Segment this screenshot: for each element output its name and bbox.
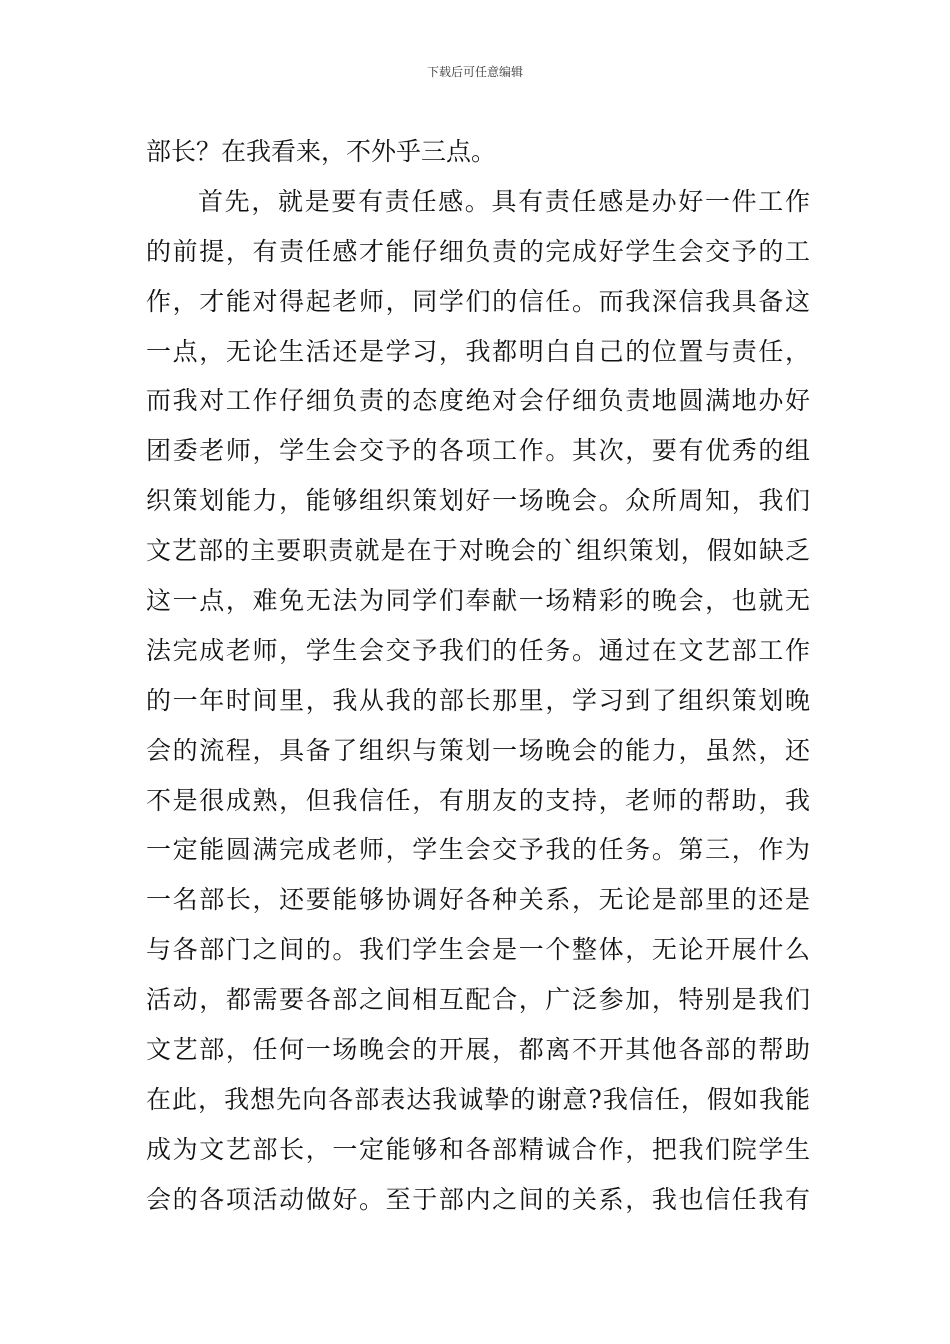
text-line: 成为文艺部长，一定能够和各部精诚合作，把我们院学生 bbox=[146, 1134, 810, 1164]
text-line: 活动，都需要各部之间相互配合，广泛参加，特别是我们 bbox=[146, 985, 810, 1015]
text-line: 一名部长，还要能够协调好各种关系，无论是部里的还是 bbox=[146, 885, 810, 915]
text-line: 这一点，难免无法为同学们奉献一场精彩的晚会，也就无 bbox=[146, 586, 810, 616]
page-header: 下载后可任意编辑 bbox=[426, 65, 523, 79]
text-line: 文艺部的主要职责就是在于对晚会的`组织策划，假如缺乏 bbox=[146, 536, 810, 566]
text-line: 部长？在我看来，不外乎三点。 bbox=[146, 137, 497, 166]
text-line: 在此，我想先向各部表达我诚挚的谢意?我信任，假如我能 bbox=[146, 1084, 810, 1114]
text-line: 织策划能力，能够组织策划好一场晚会。众所周知，我们 bbox=[146, 486, 810, 516]
text-line: 与各部门之间的。我们学生会是一个整体，无论开展什么 bbox=[146, 935, 810, 965]
text-line: 的前提，有责任感才能仔细负责的完成好学生会交予的工 bbox=[146, 236, 810, 266]
text-line: 文艺部，任何一场晚会的开展，都离不开其他各部的帮助 bbox=[146, 1035, 810, 1065]
text-line: 的一年时间里，我从我的部长那里，学习到了组织策划晚 bbox=[146, 685, 810, 715]
document-body bbox=[146, 127, 810, 1225]
text-line: 一点，无论生活还是学习，我都明白自己的位置与责任， bbox=[146, 336, 810, 366]
text-line: 不是很成熟，但我信任，有朋友的支持，老师的帮助，我 bbox=[146, 785, 810, 815]
text-line: 会的各项活动做好。至于部内之间的关系，我也信任我有 bbox=[146, 1184, 810, 1214]
text-line: 而我对工作仔细负责的态度绝对会仔细负责地圆满地办好 bbox=[146, 386, 810, 416]
text-line: 作，才能对得起老师，同学们的信任。而我深信我具备这 bbox=[146, 286, 810, 316]
paragraph-first-line: 首先，就是要有责任感。具有责任感是办好一件工作 bbox=[198, 186, 810, 216]
text-line: 会的流程，具备了组织与策划一场晚会的能力，虽然，还 bbox=[146, 735, 810, 765]
text-line: 法完成老师，学生会交予我们的任务。通过在文艺部工作 bbox=[146, 635, 810, 665]
text-line: 团委老师，学生会交予的各项工作。其次，要有优秀的组 bbox=[146, 436, 810, 466]
text-line: 一定能圆满完成老师，学生会交予我的任务。第三，作为 bbox=[146, 835, 810, 865]
